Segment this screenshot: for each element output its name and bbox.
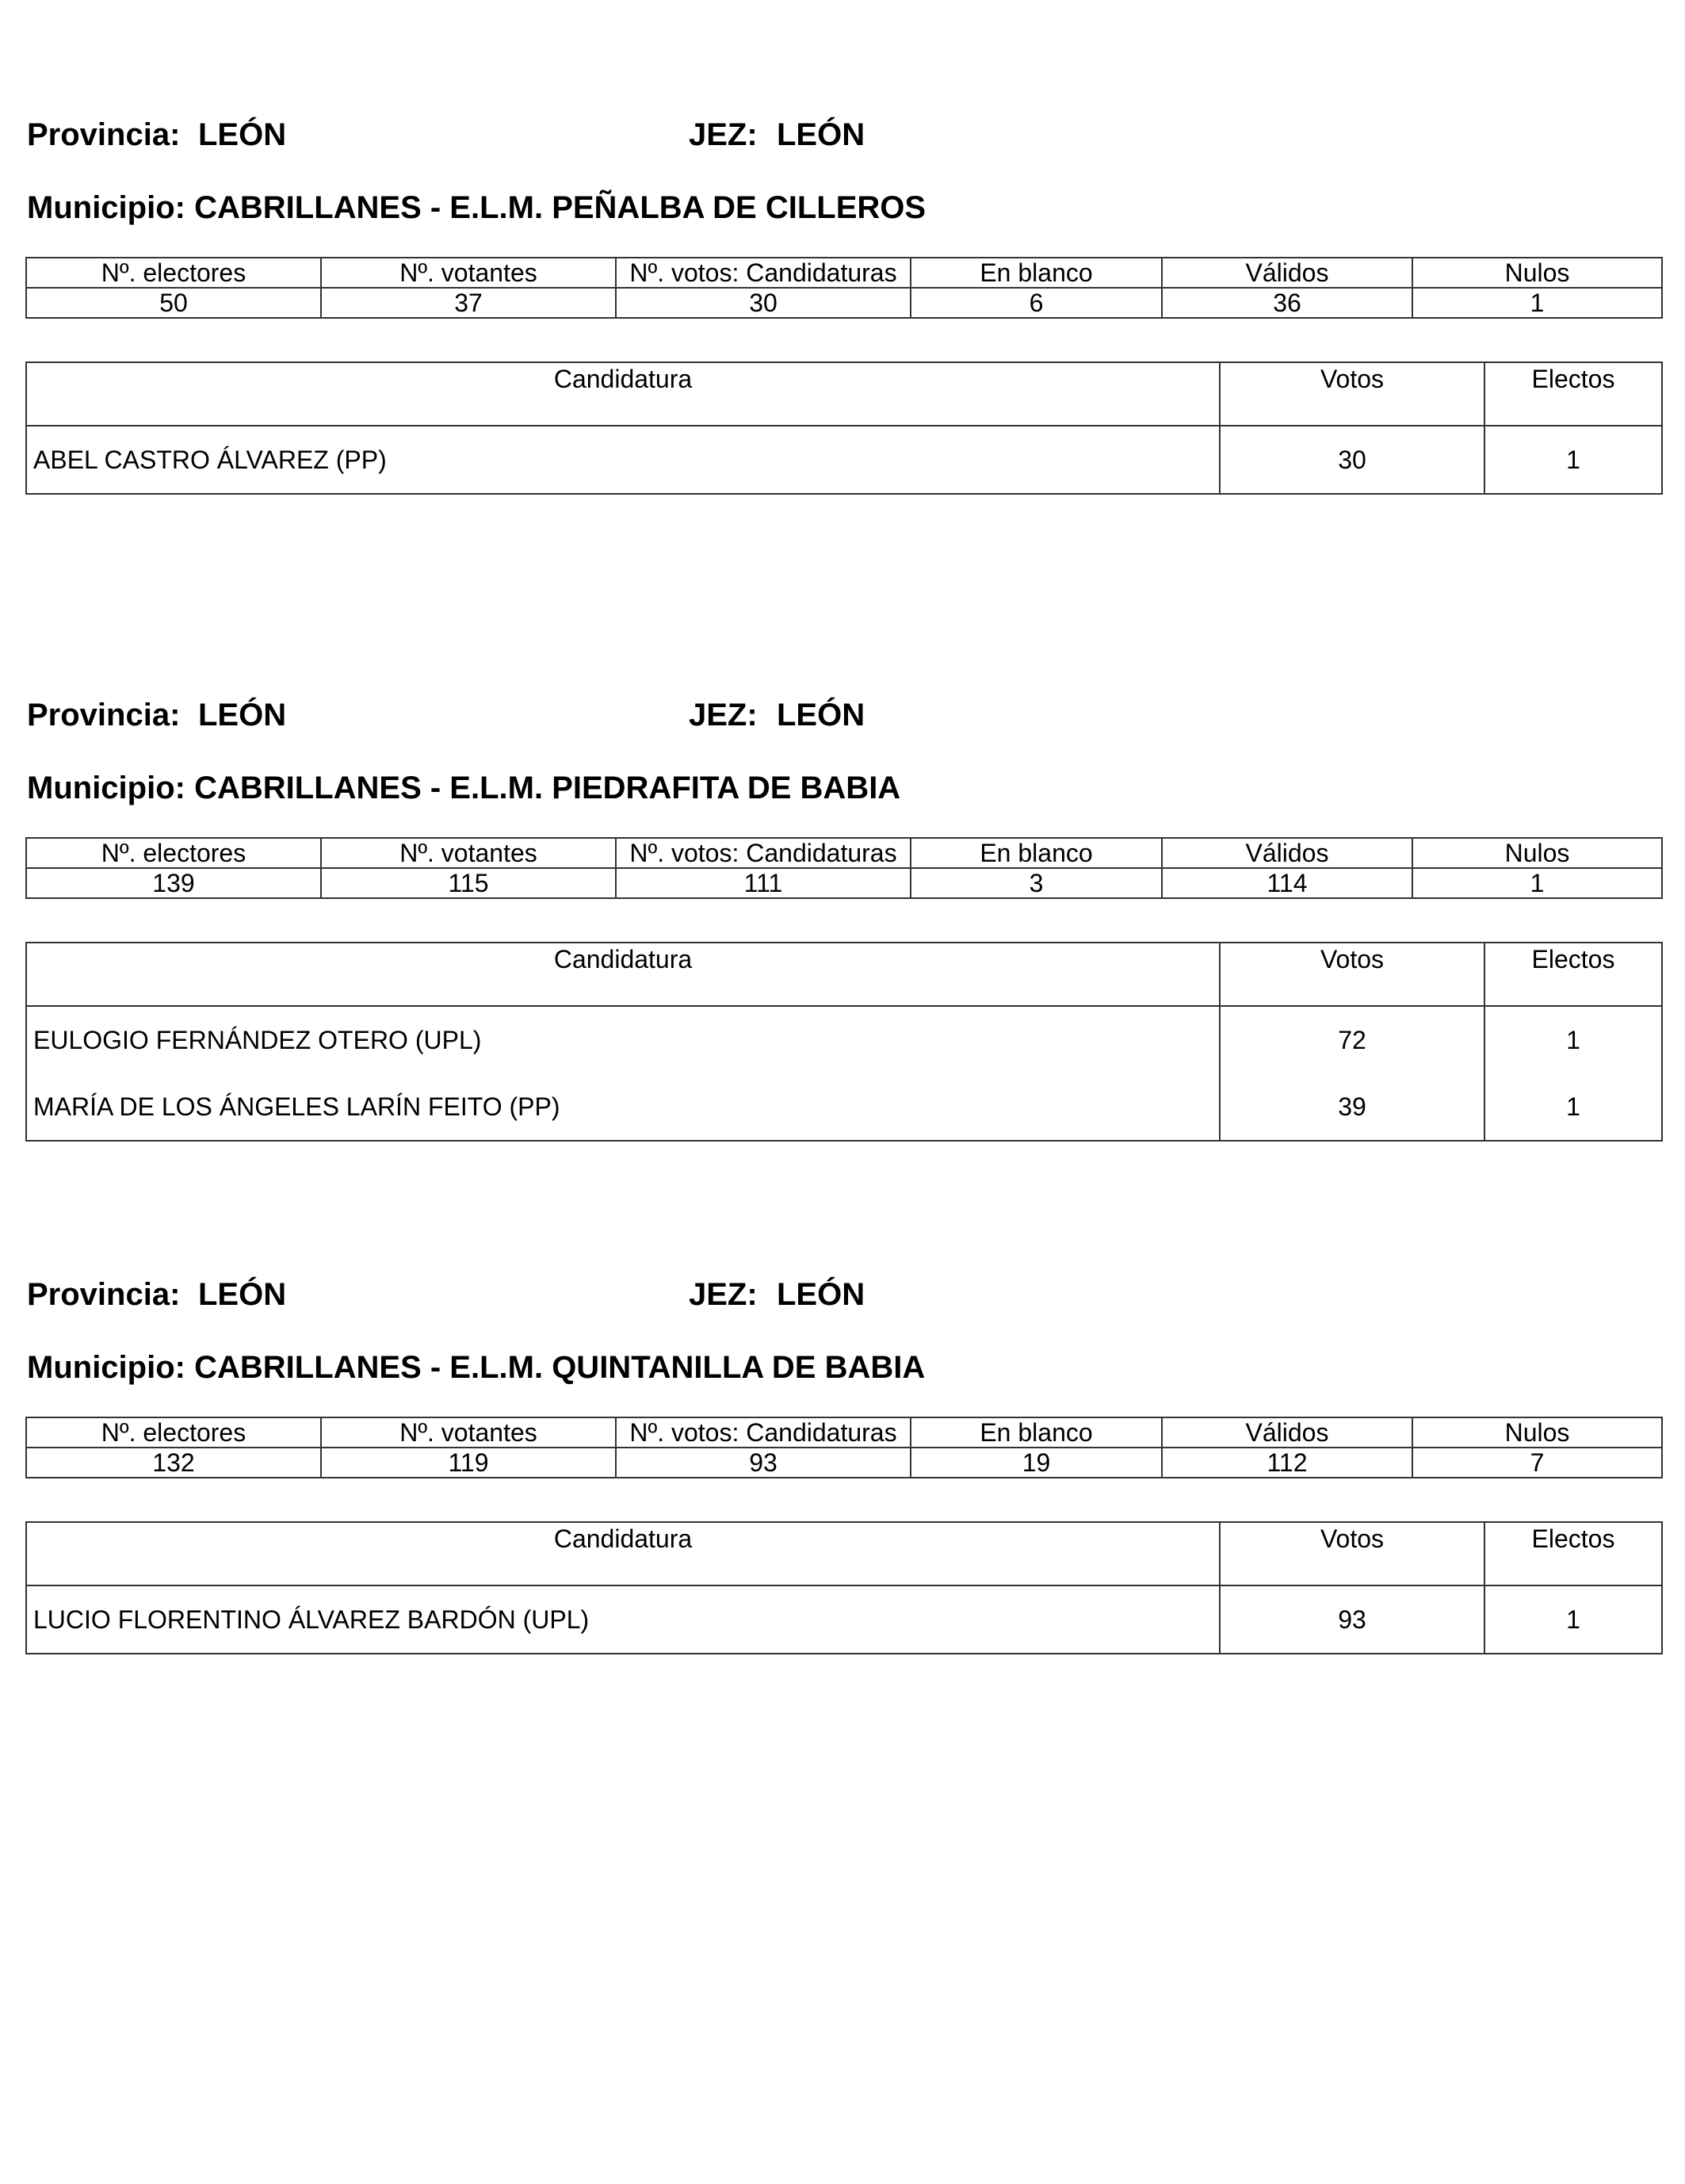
stats-value-row — [26, 1448, 1662, 1478]
stats-header-row — [26, 1417, 1662, 1448]
municipio-title — [27, 1350, 925, 1386]
stats-value: 7 — [1412, 1448, 1662, 1478]
section-piedrafita — [25, 698, 1661, 1121]
cand-header: Candidatura — [26, 362, 1220, 426]
stats-value-row — [26, 288, 1662, 318]
stats-value: 112 — [1162, 1448, 1412, 1478]
stats-header-row — [26, 838, 1662, 868]
stats-header: En blanco — [911, 838, 1162, 868]
municipio-value: CABRILLANES - E.L.M. PIEDRAFITA DE BABIA — [194, 771, 901, 805]
candidate-row — [26, 1585, 1662, 1654]
stats-table — [25, 1417, 1663, 1478]
stats-header: Nulos — [1412, 258, 1662, 288]
stats-header-row — [26, 258, 1662, 288]
stats-value: 1 — [1412, 288, 1662, 318]
jez-value: LEÓN — [777, 698, 865, 732]
cand-header: Candidatura — [26, 1522, 1220, 1585]
stats-value: 1 — [1412, 868, 1662, 898]
candidate-votos: 93 — [1220, 1585, 1484, 1654]
candidate-name: EULOGIO FERNÁNDEZ OTERO (UPL) — [26, 1006, 1220, 1073]
stats-header: Válidos — [1162, 258, 1412, 288]
cand-header: Electos — [1484, 1522, 1662, 1585]
section-quintanilla — [25, 1277, 1661, 1634]
candidate-votos: 39 — [1220, 1073, 1484, 1141]
candidates-table — [25, 942, 1663, 1142]
stats-value: 50 — [26, 288, 321, 318]
stats-value: 111 — [616, 868, 911, 898]
stats-header: Válidos — [1162, 838, 1412, 868]
candidate-row — [26, 1073, 1662, 1141]
cand-header: Votos — [1220, 943, 1484, 1006]
stats-value: 132 — [26, 1448, 321, 1478]
stats-header: Nº. votos: Candidaturas — [616, 258, 911, 288]
candidates-table — [25, 1521, 1663, 1654]
section-header — [25, 698, 1661, 745]
stats-value: 93 — [616, 1448, 911, 1478]
jez-value: LEÓN — [777, 117, 865, 152]
cand-header: Electos — [1484, 362, 1662, 426]
municipio-value: CABRILLANES - E.L.M. QUINTANILLA DE BABIA — [194, 1350, 926, 1385]
stats-value: 119 — [321, 1448, 616, 1478]
municipio-label: Municipio: — [27, 190, 185, 225]
stats-value: 30 — [616, 288, 911, 318]
stats-table — [25, 837, 1663, 899]
provincia-value: LEÓN — [198, 1277, 287, 1312]
candidate-name: MARÍA DE LOS ÁNGELES LARÍN FEITO (PP) — [26, 1073, 1220, 1141]
provincia-value: LEÓN — [198, 117, 287, 152]
candidate-electos: 1 — [1484, 1585, 1662, 1654]
stats-value: 6 — [911, 288, 1162, 318]
municipio-label: Municipio: — [27, 771, 185, 805]
jez-label: JEZ: — [689, 1277, 758, 1312]
candidates-table — [25, 361, 1663, 495]
stats-header: En blanco — [911, 1417, 1162, 1448]
candidates-header-row — [26, 1522, 1662, 1585]
candidate-name: ABEL CASTRO ÁLVAREZ (PP) — [26, 426, 1220, 494]
section-penalba — [25, 117, 1661, 474]
candidates-header-row — [26, 362, 1662, 426]
cand-header: Electos — [1484, 943, 1662, 1006]
stats-table — [25, 257, 1663, 319]
jez-label: JEZ: — [689, 117, 758, 152]
provincia-label: Provincia: — [27, 117, 181, 152]
candidate-votos: 30 — [1220, 426, 1484, 494]
candidate-electos: 1 — [1484, 1006, 1662, 1073]
stats-value: 37 — [321, 288, 616, 318]
candidate-votos: 72 — [1220, 1006, 1484, 1073]
municipio-value: CABRILLANES - E.L.M. PEÑALBA DE CILLEROS — [194, 190, 927, 225]
stats-header: Nº. electores — [26, 1417, 321, 1448]
municipio-title — [27, 190, 926, 226]
provincia-value: LEÓN — [198, 698, 287, 732]
stats-header: Nº. electores — [26, 258, 321, 288]
cand-header: Votos — [1220, 1522, 1484, 1585]
candidate-electos: 1 — [1484, 426, 1662, 494]
jez-value: LEÓN — [777, 1277, 865, 1312]
stats-header: Nulos — [1412, 838, 1662, 868]
section-header — [25, 1277, 1661, 1325]
municipio-label: Municipio: — [27, 1350, 185, 1385]
section-header — [25, 117, 1661, 165]
stats-value: 115 — [321, 868, 616, 898]
stats-header: Nº. votos: Candidaturas — [616, 1417, 911, 1448]
stats-value: 36 — [1162, 288, 1412, 318]
stats-header: Nº. electores — [26, 838, 321, 868]
stats-value: 114 — [1162, 868, 1412, 898]
stats-header: En blanco — [911, 258, 1162, 288]
stats-header: Nº. votantes — [321, 1417, 616, 1448]
municipio-title — [27, 771, 900, 806]
stats-value-row — [26, 868, 1662, 898]
cand-header: Votos — [1220, 362, 1484, 426]
stats-header: Nº. votantes — [321, 258, 616, 288]
candidate-row — [26, 426, 1662, 494]
candidate-row — [26, 1006, 1662, 1073]
stats-value: 3 — [911, 868, 1162, 898]
provincia-label: Provincia: — [27, 698, 181, 732]
candidate-electos: 1 — [1484, 1073, 1662, 1141]
provincia-label: Provincia: — [27, 1277, 181, 1312]
stats-header: Válidos — [1162, 1417, 1412, 1448]
stats-header: Nulos — [1412, 1417, 1662, 1448]
stats-header: Nº. votantes — [321, 838, 616, 868]
jez-label: JEZ: — [689, 698, 758, 732]
candidates-header-row — [26, 943, 1662, 1006]
candidate-name: LUCIO FLORENTINO ÁLVAREZ BARDÓN (UPL) — [26, 1585, 1220, 1654]
stats-value: 19 — [911, 1448, 1162, 1478]
cand-header: Candidatura — [26, 943, 1220, 1006]
stats-value: 139 — [26, 868, 321, 898]
stats-header: Nº. votos: Candidaturas — [616, 838, 911, 868]
